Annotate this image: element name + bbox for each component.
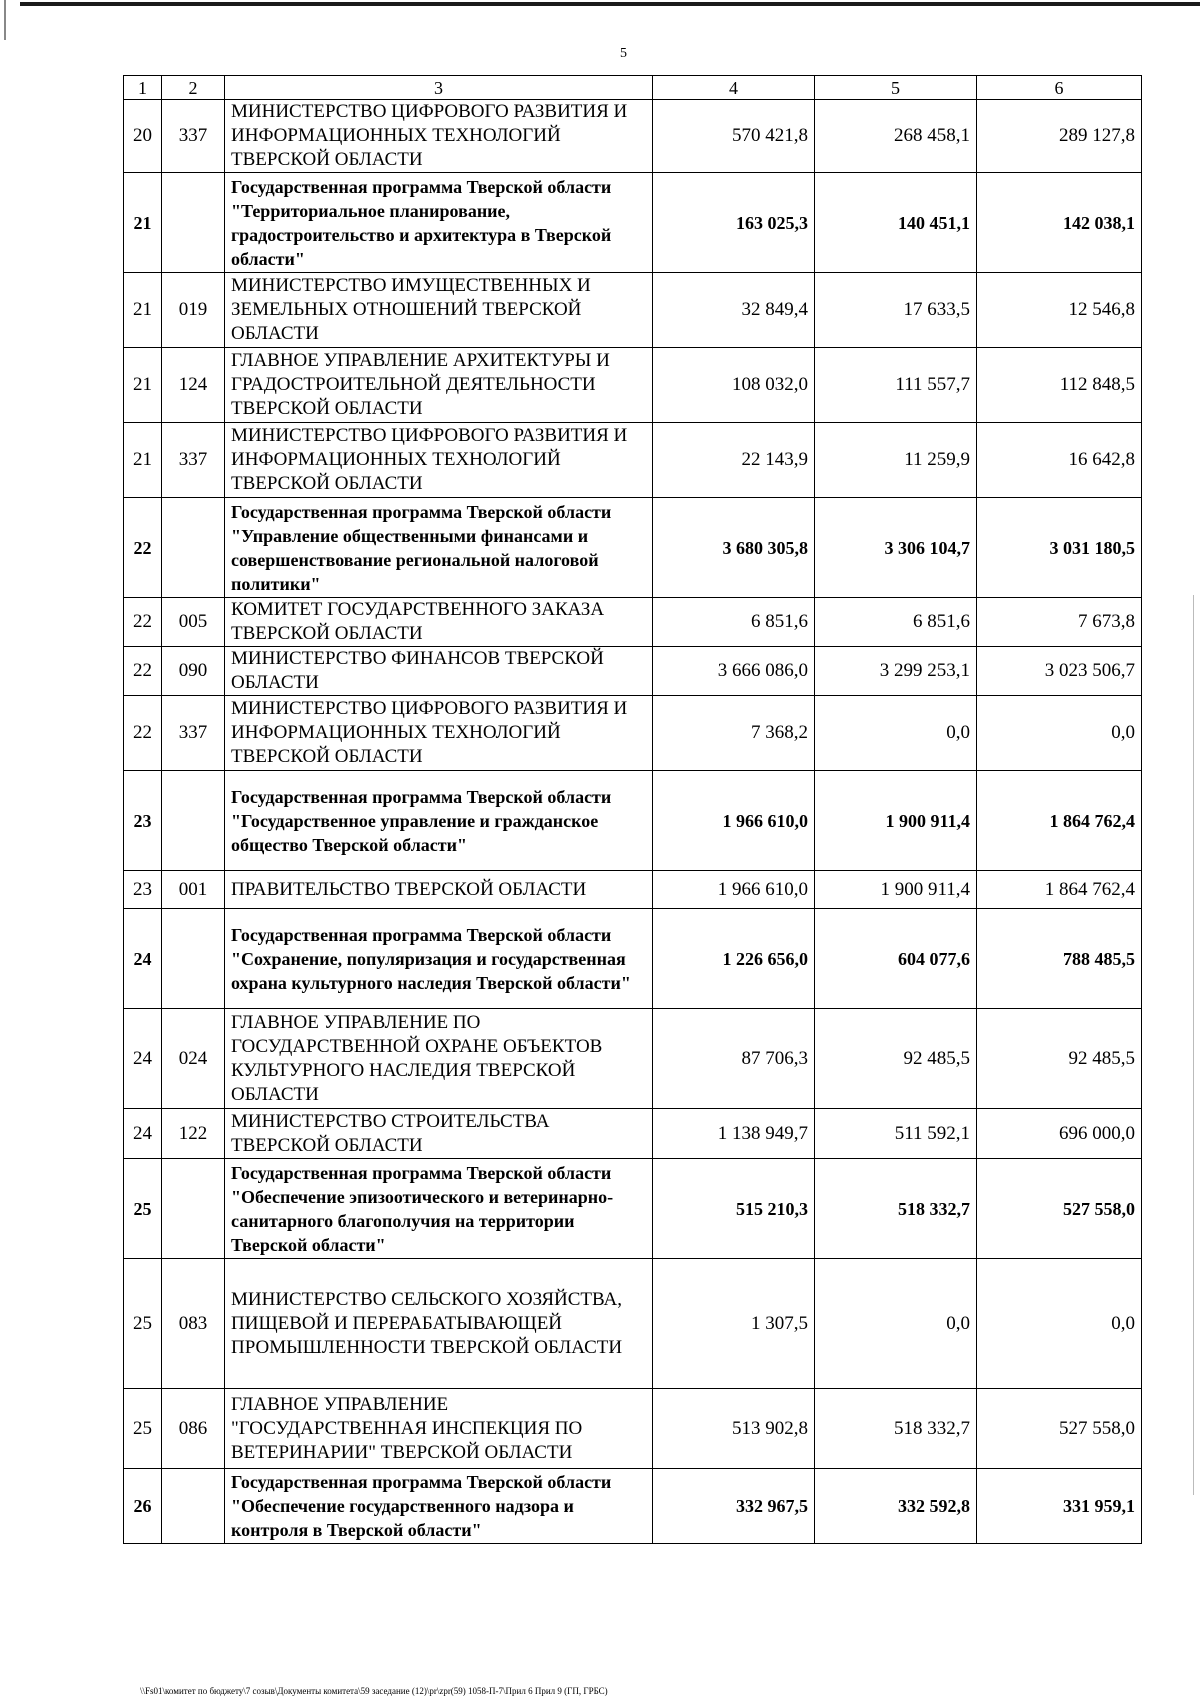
value-col4-cell: 1 966 610,0 — [653, 871, 815, 909]
table-row — [124, 273, 1142, 348]
value-col6-cell: 788 485,5 — [977, 909, 1142, 1009]
code-cell: 122 — [162, 1109, 225, 1159]
value-col4-cell: 513 902,8 — [653, 1389, 815, 1469]
row-number-cell: 21 — [124, 348, 162, 423]
value-col4-cell: 1 966 610,0 — [653, 771, 815, 871]
value-col4-cell: 7 368,2 — [653, 696, 815, 771]
row-number-cell: 24 — [124, 1009, 162, 1109]
value-col4-cell: 163 025,3 — [653, 173, 815, 273]
value-col4-cell: 108 032,0 — [653, 348, 815, 423]
value-col5-cell: 1 900 911,4 — [815, 771, 977, 871]
scan-edge-left — [4, 0, 6, 40]
table-row — [124, 1389, 1142, 1469]
row-number-cell: 25 — [124, 1159, 162, 1259]
name-cell: МИНИСТЕРСТВО ФИНАНСОВ ТВЕРСКОЙ ОБЛАСТИ — [225, 647, 653, 696]
column-header-6: 6 — [977, 76, 1142, 100]
value-col5-cell: 92 485,5 — [815, 1009, 977, 1109]
value-col5-cell: 0,0 — [815, 1259, 977, 1389]
program-row — [124, 909, 1142, 1009]
name-cell: МИНИСТЕРСТВО ЦИФРОВОГО РАЗВИТИЯ И ИНФОРМАЦИОННЫХ ТЕХНОЛОГИЙ ТВЕРСКОЙ ОБЛАСТИ — [225, 100, 653, 173]
code-cell — [162, 771, 225, 871]
page-number: 5 — [620, 46, 627, 61]
name-cell: МИНИСТЕРСТВО ЦИФРОВОГО РАЗВИТИЯ И ИНФОРМАЦИОННЫХ ТЕХНОЛОГИЙ ТВЕРСКОЙ ОБЛАСТИ — [225, 696, 653, 771]
code-cell: 019 — [162, 273, 225, 348]
value-col5-cell: 3 306 104,7 — [815, 498, 977, 598]
value-col4-cell: 570 421,8 — [653, 100, 815, 173]
code-cell: 024 — [162, 1009, 225, 1109]
code-cell: 083 — [162, 1259, 225, 1389]
table-row — [124, 871, 1142, 909]
value-col4-cell: 3 666 086,0 — [653, 647, 815, 696]
column-header-1: 1 — [124, 76, 162, 100]
value-col4-cell: 1 226 656,0 — [653, 909, 815, 1009]
table-row — [124, 598, 1142, 647]
code-cell: 086 — [162, 1389, 225, 1469]
name-cell: МИНИСТЕРСТВО СТРОИТЕЛЬСТВА ТВЕРСКОЙ ОБЛАСТИ — [225, 1109, 653, 1159]
value-col4-cell: 515 210,3 — [653, 1159, 815, 1259]
value-col6-cell: 7 673,8 — [977, 598, 1142, 647]
code-cell: 337 — [162, 696, 225, 771]
program-row — [124, 1469, 1142, 1544]
name-cell: ГЛАВНОЕ УПРАВЛЕНИЕ АРХИТЕКТУРЫ И ГРАДОСТРОИТЕЛЬНОЙ ДЕЯТЕЛЬНОСТИ ТВЕРСКОЙ ОБЛАСТИ — [225, 348, 653, 423]
value-col4-cell: 1 307,5 — [653, 1259, 815, 1389]
code-cell — [162, 1159, 225, 1259]
name-cell: Государственная программа Тверской области "Сохранение, популяризация и государственная охрана культурного наследия Тверской области" — [225, 909, 653, 1009]
row-number-cell: 25 — [124, 1389, 162, 1469]
row-number-cell: 22 — [124, 647, 162, 696]
table-row — [124, 1109, 1142, 1159]
value-col6-cell: 12 546,8 — [977, 273, 1142, 348]
scan-edge-top — [20, 2, 1200, 6]
name-cell: Государственная программа Тверской области "Обеспечение эпизоотического и ветеринарно-санитарного благополучия на территории Тверской области" — [225, 1159, 653, 1259]
code-cell: 124 — [162, 348, 225, 423]
value-col6-cell: 142 038,1 — [977, 173, 1142, 273]
row-number-cell: 21 — [124, 173, 162, 273]
value-col5-cell: 111 557,7 — [815, 348, 977, 423]
value-col6-cell: 527 558,0 — [977, 1159, 1142, 1259]
value-col4-cell: 22 143,9 — [653, 423, 815, 498]
row-number-cell: 25 — [124, 1259, 162, 1389]
value-col6-cell: 1 864 762,4 — [977, 871, 1142, 909]
name-cell: КОМИТЕТ ГОСУДАРСТВЕННОГО ЗАКАЗА ТВЕРСКОЙ ОБЛАСТИ — [225, 598, 653, 647]
code-cell: 005 — [162, 598, 225, 647]
name-cell: ГЛАВНОЕ УПРАВЛЕНИЕ "ГОСУДАРСТВЕННАЯ ИНСПЕКЦИЯ ПО ВЕТЕРИНАРИИ" ТВЕРСКОЙ ОБЛАСТИ — [225, 1389, 653, 1469]
value-col4-cell: 1 138 949,7 — [653, 1109, 815, 1159]
value-col5-cell: 140 451,1 — [815, 173, 977, 273]
row-number-cell: 23 — [124, 871, 162, 909]
value-col6-cell: 3 031 180,5 — [977, 498, 1142, 598]
table-row — [124, 696, 1142, 771]
budget-table — [123, 75, 1142, 1544]
value-col5-cell: 518 332,7 — [815, 1159, 977, 1259]
row-number-cell: 23 — [124, 771, 162, 871]
program-row — [124, 771, 1142, 871]
value-col5-cell: 518 332,7 — [815, 1389, 977, 1469]
row-number-cell: 22 — [124, 696, 162, 771]
value-col4-cell: 332 967,5 — [653, 1469, 815, 1544]
name-cell: МИНИСТЕРСТВО ИМУЩЕСТВЕННЫХ И ЗЕМЕЛЬНЫХ ОТНОШЕНИЙ ТВЕРСКОЙ ОБЛАСТИ — [225, 273, 653, 348]
value-col6-cell: 527 558,0 — [977, 1389, 1142, 1469]
code-cell: 090 — [162, 647, 225, 696]
value-col6-cell: 289 127,8 — [977, 100, 1142, 173]
table-row — [124, 1259, 1142, 1389]
value-col6-cell: 3 023 506,7 — [977, 647, 1142, 696]
code-cell: 001 — [162, 871, 225, 909]
value-col5-cell: 511 592,1 — [815, 1109, 977, 1159]
value-col6-cell: 0,0 — [977, 696, 1142, 771]
code-cell: 337 — [162, 423, 225, 498]
name-cell: Государственная программа Тверской области "Обеспечение государственного надзора и контроля в Тверской области" — [225, 1469, 653, 1544]
value-col4-cell: 3 680 305,8 — [653, 498, 815, 598]
value-col5-cell: 1 900 911,4 — [815, 871, 977, 909]
row-number-cell: 24 — [124, 909, 162, 1009]
value-col5-cell: 0,0 — [815, 696, 977, 771]
name-cell: ГЛАВНОЕ УПРАВЛЕНИЕ ПО ГОСУДАРСТВЕННОЙ ОХРАНЕ ОБЪЕКТОВ КУЛЬТУРНОГО НАСЛЕДИЯ ТВЕРСКОЙ ОБЛАСТИ — [225, 1009, 653, 1109]
table-row — [124, 647, 1142, 696]
row-number-cell: 22 — [124, 598, 162, 647]
value-col6-cell: 696 000,0 — [977, 1109, 1142, 1159]
row-number-cell: 22 — [124, 498, 162, 598]
code-cell — [162, 173, 225, 273]
value-col5-cell: 17 633,5 — [815, 273, 977, 348]
value-col5-cell: 332 592,8 — [815, 1469, 977, 1544]
name-cell: Государственная программа Тверской области "Государственное управление и гражданское общество Тверской области" — [225, 771, 653, 871]
name-cell: ПРАВИТЕЛЬСТВО ТВЕРСКОЙ ОБЛАСТИ — [225, 871, 653, 909]
column-header-3: 3 — [225, 76, 653, 100]
value-col6-cell: 112 848,5 — [977, 348, 1142, 423]
row-number-cell: 26 — [124, 1469, 162, 1544]
value-col5-cell: 3 299 253,1 — [815, 647, 977, 696]
budget-table-body — [124, 76, 1142, 1544]
value-col6-cell: 92 485,5 — [977, 1009, 1142, 1109]
value-col6-cell: 1 864 762,4 — [977, 771, 1142, 871]
program-row — [124, 498, 1142, 598]
value-col5-cell: 6 851,6 — [815, 598, 977, 647]
value-col4-cell: 87 706,3 — [653, 1009, 815, 1109]
column-header-2: 2 — [162, 76, 225, 100]
table-row — [124, 1009, 1142, 1109]
scan-edge-right — [1193, 595, 1194, 1495]
value-col5-cell: 11 259,9 — [815, 423, 977, 498]
code-cell: 337 — [162, 100, 225, 173]
name-cell: Государственная программа Тверской области "Управление общественными финансами и совершенствование региональной налоговой политики" — [225, 498, 653, 598]
row-number-cell: 20 — [124, 100, 162, 173]
table-row — [124, 100, 1142, 173]
name-cell: Государственная программа Тверской области "Территориальное планирование, градостроительство и архитектура в Тверской области" — [225, 173, 653, 273]
column-header-5: 5 — [815, 76, 977, 100]
code-cell — [162, 909, 225, 1009]
row-number-cell: 21 — [124, 273, 162, 348]
value-col4-cell: 6 851,6 — [653, 598, 815, 647]
column-header-4: 4 — [653, 76, 815, 100]
value-col6-cell: 16 642,8 — [977, 423, 1142, 498]
value-col4-cell: 32 849,4 — [653, 273, 815, 348]
name-cell: МИНИСТЕРСТВО ЦИФРОВОГО РАЗВИТИЯ И ИНФОРМАЦИОННЫХ ТЕХНОЛОГИЙ ТВЕРСКОЙ ОБЛАСТИ — [225, 423, 653, 498]
table-row — [124, 348, 1142, 423]
code-cell — [162, 498, 225, 598]
program-row — [124, 1159, 1142, 1259]
program-row — [124, 173, 1142, 273]
value-col5-cell: 268 458,1 — [815, 100, 977, 173]
table-row — [124, 423, 1142, 498]
column-number-row — [124, 76, 1142, 100]
value-col5-cell: 604 077,6 — [815, 909, 977, 1009]
code-cell — [162, 1469, 225, 1544]
footer-file-path: \\Fs01\комитет по бюджету\7 созыв\Документы комитета\59 заседание (12)\pr\zpr(59) 1058-П-7\Прил 6 Прил 9 (ГП, ГРБС) — [140, 1686, 608, 1696]
row-number-cell: 24 — [124, 1109, 162, 1159]
value-col6-cell: 0,0 — [977, 1259, 1142, 1389]
row-number-cell: 21 — [124, 423, 162, 498]
value-col6-cell: 331 959,1 — [977, 1469, 1142, 1544]
name-cell: МИНИСТЕРСТВО СЕЛЬСКОГО ХОЗЯЙСТВА, ПИЩЕВОЙ И ПЕРЕРАБАТЫВАЮЩЕЙ ПРОМЫШЛЕННОСТИ ТВЕРСКОЙ ОБЛАСТИ — [225, 1259, 653, 1389]
